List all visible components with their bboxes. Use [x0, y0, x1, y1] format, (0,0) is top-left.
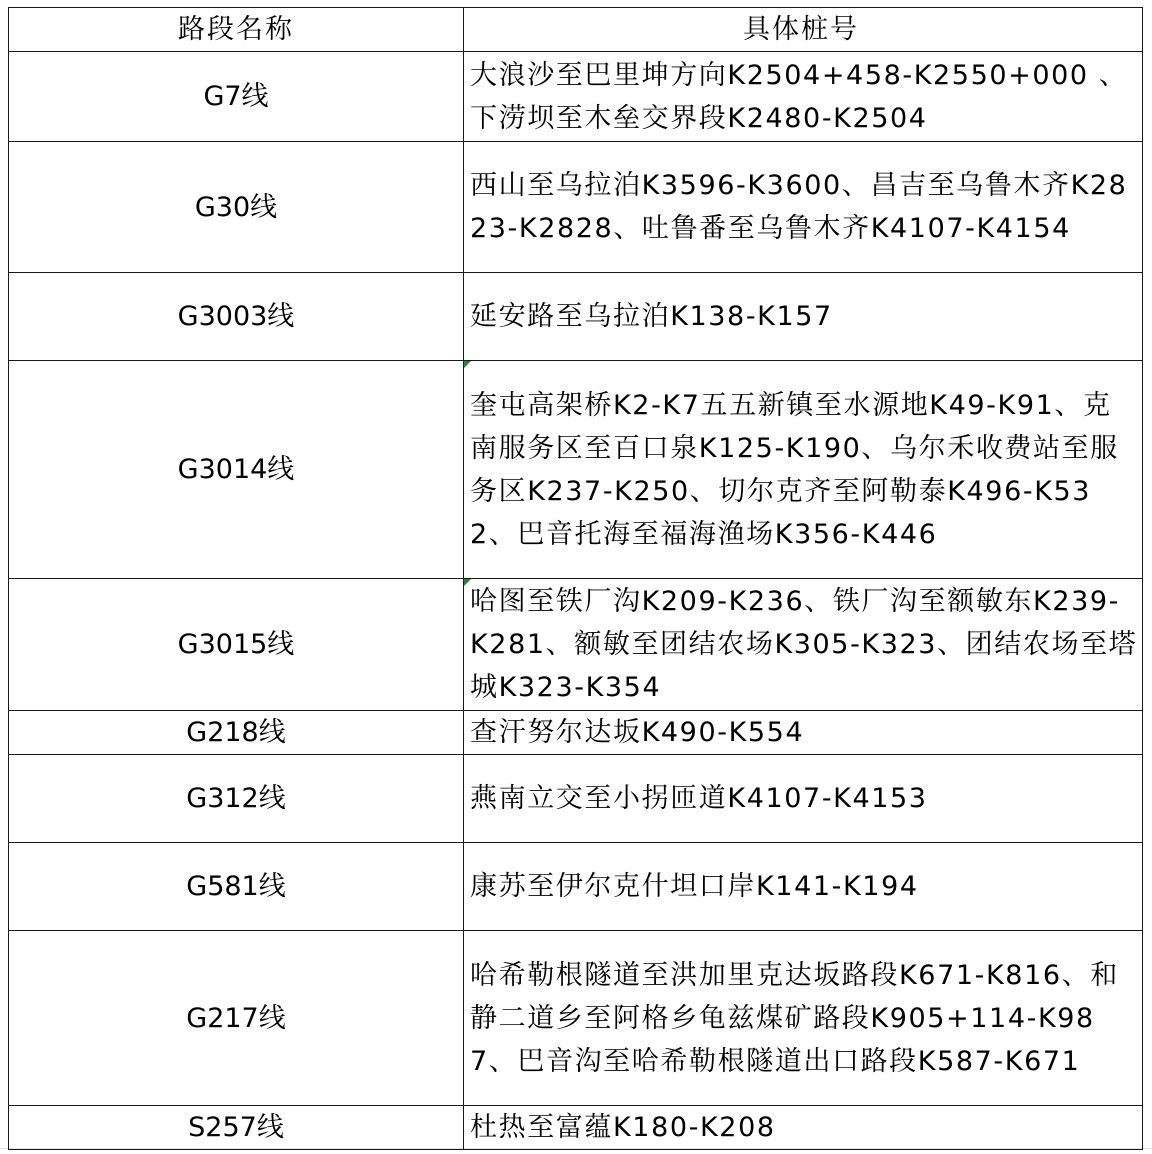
route-table [8, 7, 1143, 1150]
stake-range-text: 奎屯高架桥K2-K7五五新镇至水源地K49-K91、克南服务区至百口泉K125-K190、乌尔禾收费站至服务区K237-K250、切尔克齐至阿勒泰K496-K532、巴音托海至福海渔场K356-K446 [470, 389, 1119, 550]
stake-range-text: 哈图至铁厂沟K209-K236、铁厂沟至额敏东K239-K281、额敏至团结农场K305-K323、团结农场至塔城K323-K354 [470, 586, 1138, 703]
table-row [9, 361, 1143, 579]
stake-range-cell[interactable] [464, 273, 1143, 361]
header-stake-range[interactable]: 具体桩号 [464, 8, 1143, 52]
route-name-cell[interactable]: G312线 [9, 755, 464, 843]
stake-range-cell[interactable] [464, 1106, 1143, 1150]
header-route-name[interactable]: 路段名称 [9, 8, 464, 52]
stake-range-text: 查汗努尔达坂K490-K554 [470, 717, 805, 748]
stake-range-text: 哈希勒根隧道至洪加里克达坂路段K671-K816、和静二道乡至阿格乡龟兹煤矿路段K905+114-K987、巴音沟至哈希勒根隧道出口路段K587-K671 [470, 959, 1119, 1077]
route-name-cell[interactable]: G217线 [9, 931, 464, 1106]
route-name-cell[interactable]: G3015线 [9, 579, 464, 711]
route-name-cell[interactable]: G7线 [9, 52, 464, 142]
stake-range-cell[interactable] [464, 579, 1143, 711]
route-name-cell[interactable]: G218线 [9, 711, 464, 755]
stake-range-cell[interactable] [464, 52, 1143, 142]
stake-range-cell[interactable] [464, 931, 1143, 1106]
stake-range-text: 大浪沙至巴里坤方向K2504+458-K2550+000 、下涝坝至木垒交界段K2480-K2504 [470, 59, 1128, 134]
route-name-cell[interactable]: G30线 [9, 142, 464, 273]
comment-indicator-icon [464, 361, 471, 368]
route-name-cell[interactable]: G3003线 [9, 273, 464, 361]
table-row [9, 1106, 1143, 1150]
table-row [9, 931, 1143, 1106]
table-row [9, 142, 1143, 273]
header-row [9, 8, 1143, 52]
stake-range-text: 燕南立交至小拐匝道K4107-K4153 [470, 783, 928, 814]
stake-range-text: 杜热至富蕴K180-K208 [470, 1112, 776, 1143]
table-row [9, 52, 1143, 142]
stake-range-text: 康苏至伊尔克什坦口岸K141-K194 [470, 871, 919, 902]
route-name-cell[interactable]: S257线 [9, 1106, 464, 1150]
stake-range-cell[interactable] [464, 755, 1143, 843]
route-name-cell[interactable]: G581线 [9, 843, 464, 931]
comment-indicator-icon [464, 579, 471, 586]
table-row [9, 273, 1143, 361]
route-name-cell[interactable]: G3014线 [9, 361, 464, 579]
table-row [9, 843, 1143, 931]
stake-range-cell[interactable] [464, 843, 1143, 931]
table-row [9, 755, 1143, 843]
stake-range-text: 延安路至乌拉泊K138-K157 [470, 301, 833, 332]
stake-range-cell[interactable] [464, 361, 1143, 579]
table-row [9, 711, 1143, 755]
stake-range-cell[interactable] [464, 711, 1143, 755]
stake-range-text: 西山至乌拉泊K3596-K3600、昌吉至乌鲁木齐K2823-K2828、吐鲁番至乌鲁木齐K4107-K4154 [470, 170, 1128, 244]
table-row [9, 579, 1143, 711]
stake-range-cell[interactable] [464, 142, 1143, 273]
